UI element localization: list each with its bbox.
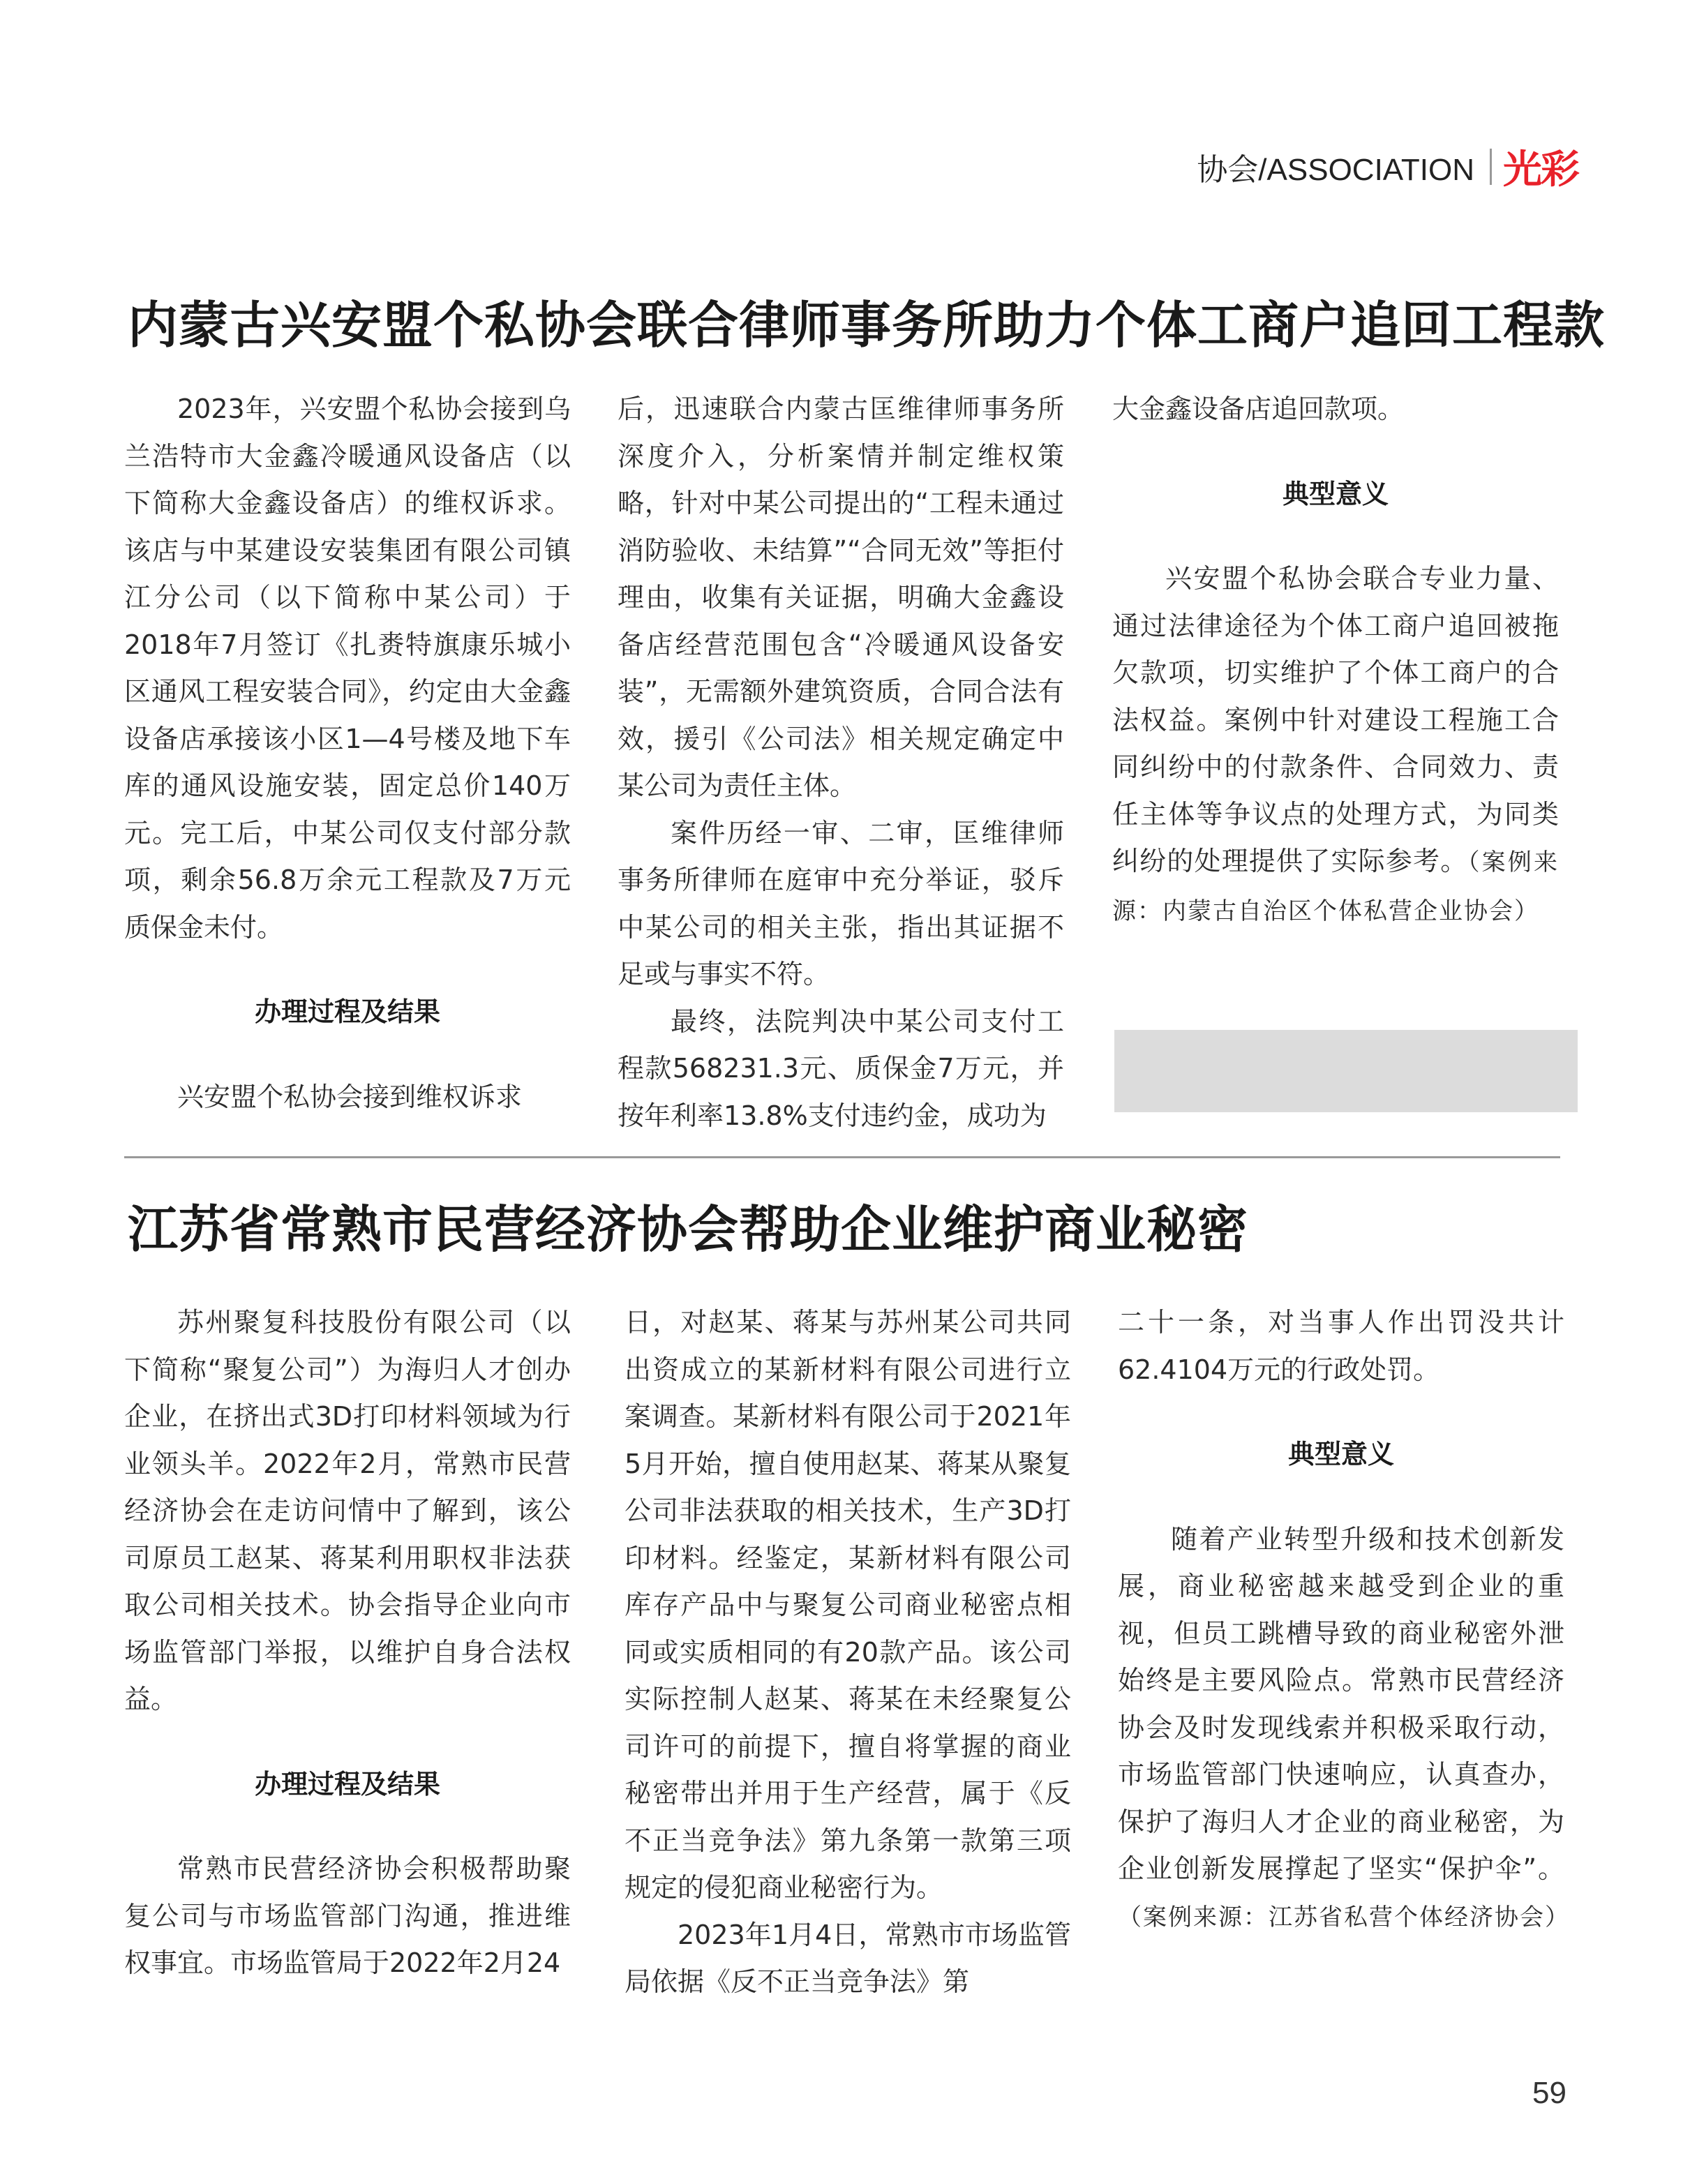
paragraph <box>1118 1299 1564 1393</box>
paragraph-text: 案件历经一审、二审，匡维律师事务所律师在庭审中充分举证，驳斥中某公司的相关主张，指出其证据不足或与事实不符。 <box>618 817 1064 989</box>
paragraph-text: 2023年，兴安盟个私协会接到乌兰浩特市大金鑫冷暖通风设备店（以下简称大金鑫设备店）的维权诉求。该店与中某建设安装集团有限公司镇江分公司（以下简称中某公司）于2018年7月签订《扎赉特旗康乐城小区通风工程安装合同》，约定由大金鑫设备店承接该小区1—4号楼及地下车库的通风设施安装，固定总价140万元。完工后，中某公司仅支付部分款项，剩余56.8万余元工程款及7万元质保金未付。 <box>124 394 571 943</box>
section-label: 协会/ASSOCIATION <box>1197 153 1474 187</box>
paragraph-text: 大金鑫设备店追回款项。 <box>1112 394 1405 424</box>
paragraph-text: 最终，法院判决中某公司支付工程款568231.3元、质保金7万元，并按年利率13.8%支付违约金，成功为 <box>618 1005 1064 1131</box>
article-2-column-2 <box>625 1299 1071 2006</box>
paragraph-text: 苏州聚复科技股份有限公司（以下简称“聚复公司”）为海归人才创办企业，在挤出式3D打印材料领域为行业领头羊。2022年2月，常熟市民营经济协会在走访问情中了解到，该公司原员工赵某、蒋某利用职权非法获取公司相关技术。协会指导企业向市场监管部门举报，以维护自身合法权益。 <box>124 1307 571 1714</box>
paragraph-text: 兴安盟个私协会联合专业力量、通过法律途径为个体工商户追回被拖欠款项，切实维护了个体工商户的合法权益。案例中针对建设工程施工合同纠纷中的付款条件、合同效力、责任主体等争议点的处理方式，为同类纠纷的处理提供了实际参考。 <box>1112 563 1559 876</box>
paragraph <box>618 998 1064 1140</box>
case-source: （案例来源：内蒙古自治区个体私营企业协会） <box>1112 848 1559 925</box>
article-1-title: 内蒙古兴安盟个私协会联合律师事务所助力个体工商户追回工程款 <box>128 296 1606 354</box>
paragraph-text: 随着产业转型升级和技术创新发展，商业秘密越来越受到企业的重视，但员工跳槽导致的商业秘密外泄始终是主要风险点。常熟市民营经济协会及时发现线索并积极采取行动，市场监管部门快速响应，认真查办，保护了海归人才企业的商业秘密，为企业创新发展撑起了坚实“保护伞”。 <box>1118 1523 1564 1884</box>
section-subheading: 典型意义 <box>1287 1439 1394 1469</box>
paragraph <box>1112 386 1559 433</box>
paragraph <box>1112 555 1559 935</box>
article-2-column-1 <box>124 1299 571 1987</box>
paragraph <box>625 1299 1071 1912</box>
page-number: 59 <box>1532 2076 1566 2110</box>
brand-logo: 光彩 <box>1503 147 1578 193</box>
paragraph-text: 2023年1月4日，常熟市市场监管局依据《反不正当竞争法》第 <box>625 1919 1071 1997</box>
paragraph-text: 二十一条，对当事人作出罚没共计62.4104万元的行政处罚。 <box>1118 1307 1564 1385</box>
page-header <box>1197 142 1578 191</box>
paragraph-text: 日，对赵某、蒋某与苏州某公司共同出资成立的某新材料有限公司进行立案调查。某新材料有限公司于2021年5月开始，擅自使用赵某、蒋某从聚复公司非法获取的相关技术，生产3D打印材料。经鉴定，某新材料有限公司库存产品中与聚复公司商业秘密点相同或实质相同的有20款产品。该公司实际控制人赵某、蒋某在未经聚复公司许可的前提下，擅自将掌握的商业秘密带出并用于生产经营，属于《反不正当竞争法》第九条第一款第三项规定的侵犯商业秘密行为。 <box>625 1307 1071 1903</box>
article-1-column-3 <box>1112 386 1559 935</box>
paragraph-text: 后，迅速联合内蒙古匡维律师事务所深度介入，分析案情并制定维权策略，针对中某公司提出的“工程未通过消防验收、未结算”“合同无效”等拒付理由，收集有关证据，明确大金鑫设备店经营范围包含“冷暖通风设备安装”，无需额外建筑资质，合同合法有效，援引《公司法》相关规定确定中某公司为责任主体。 <box>618 394 1064 801</box>
decorative-gray-box <box>1114 1030 1578 1112</box>
section-subheading: 办理过程及结果 <box>254 1768 440 1800</box>
article-1-column-2 <box>618 386 1064 1139</box>
paragraph <box>618 810 1064 998</box>
article-1-column-1 <box>124 386 571 1121</box>
paragraph <box>124 1074 571 1121</box>
paragraph-text: 常熟市民营经济协会积极帮助聚复公司与市场监管部门沟通，推进维权事宜。市场监管局于2022年2月24 <box>124 1853 571 1978</box>
paragraph <box>625 1912 1071 2006</box>
paragraph-text: 兴安盟个私协会接到维权诉求 <box>177 1081 523 1112</box>
paragraph <box>1118 1516 1570 1942</box>
article-divider <box>124 1156 1560 1158</box>
paragraph <box>618 386 1064 810</box>
article-2-column-3 <box>1118 1299 1570 1941</box>
paragraph <box>124 1299 571 1723</box>
section-subheading: 办理过程及结果 <box>254 996 440 1027</box>
paragraph <box>124 1846 571 1987</box>
header-divider <box>1490 149 1492 185</box>
section-subheading: 典型意义 <box>1282 478 1389 509</box>
article-2-title: 江苏省常熟市民营经济协会帮助企业维护商业秘密 <box>128 1200 1249 1259</box>
case-source: （案例来源：江苏省私营个体经济协会） <box>1118 1903 1570 1931</box>
paragraph <box>124 386 571 951</box>
